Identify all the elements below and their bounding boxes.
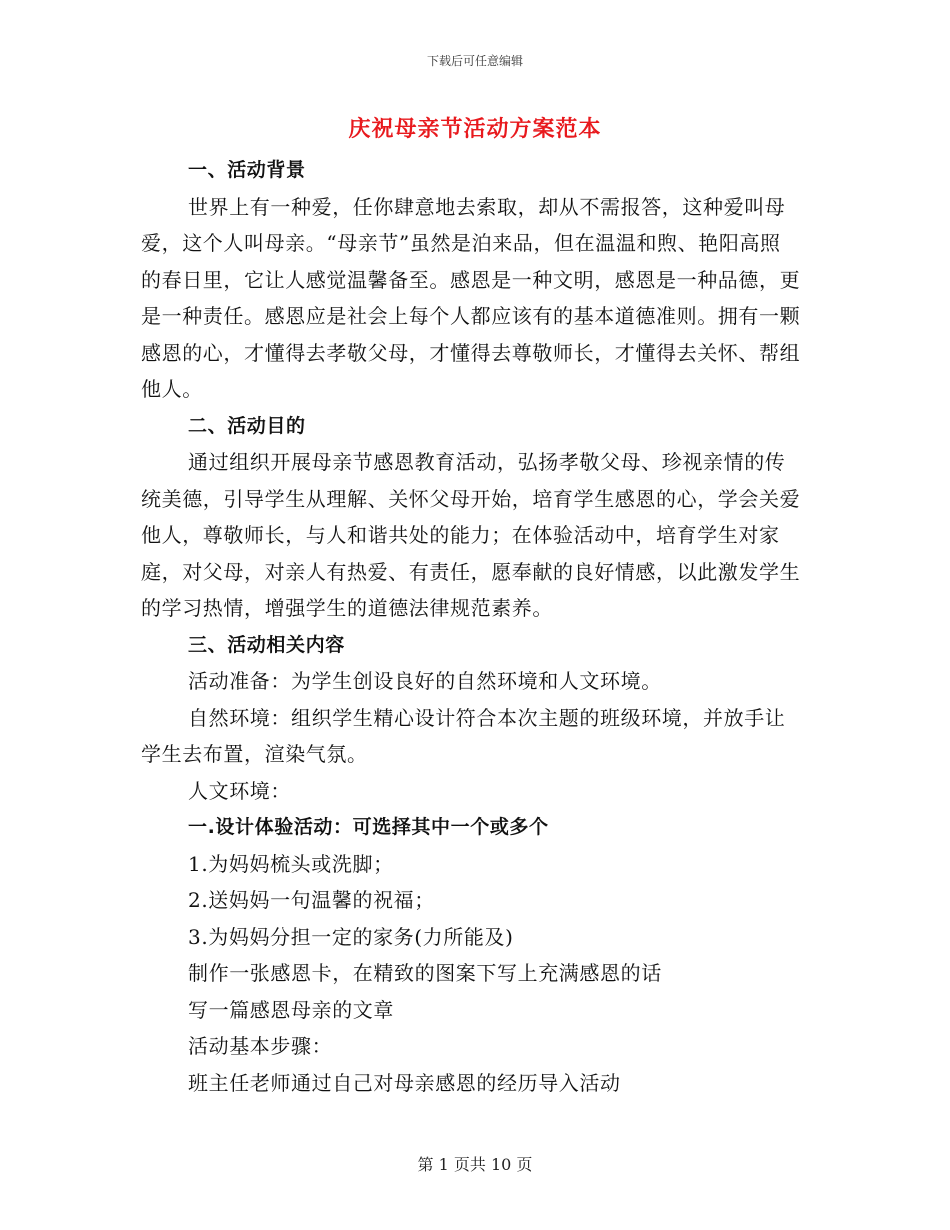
section-heading-purpose: 二、活动目的 [188, 414, 306, 437]
section-heading-background: 一、活动背景 [188, 159, 306, 181]
paragraph-purpose: 通过组织开展母亲节感恩教育活动，弘扬孝敬父母、珍视亲情的传统美德，引导学生从理解、关怀父母开始，培育学生感恩的心，学会关爱他人，尊敬师长，与人和谐共处的能力；在体验活动中，培育学生对家庭，对父母，对亲人有热爱、有责任，愿奉献的良好情感，以此激发学生的学习热情，增强学生的道德法律规范素养。 [141, 450, 801, 620]
page-footer-number: 第 1 页共 10 页 [417, 1155, 533, 1174]
paragraph-background: 世界上有一种爱，任你肆意地去索取，却从不需报答，这种爱叫母爱，这个人叫母亲。“母亲节”虽然是泊来品，但在温温和煦、艳阳高照的春日里，它让人感觉温馨备至。感恩是一种文明，感恩是一种品德，更是一种责任。感恩应是社会上每个人都应该有的基本道德准则。拥有一颗感恩的心，才懂得去孝敬父母，才懂得去尊敬师长，才懂得去关怀、帮组他人。 [141, 194, 801, 401]
paragraph-preparation: 活动准备：为学生创设良好的自然环境和人文环境。 [188, 669, 662, 693]
list-item-comb-hair: 1.为妈妈梳头或洗脚； [188, 851, 394, 876]
paragraph-humanistic-environment: 人文环境： [188, 778, 291, 803]
paragraph-steps-label: 活动基本步骤： [188, 1034, 333, 1058]
page-header-note: 下载后可任意编辑 [426, 54, 523, 68]
paragraph-natural-environment: 自然环境：组织学生精心设计符合本次主题的班级环境，并放手让学生去布置，渲染气氛。 [141, 705, 786, 766]
subheading-experience-activities: 一.设计体验活动：可选择其中一个或多个 [188, 816, 549, 838]
list-item-blessing: 2.送妈妈一句温馨的祝福； [188, 888, 435, 912]
section-heading-content: 三、活动相关内容 [188, 633, 345, 656]
list-item-housework: 3.为妈妈分担一定的家务(力所能及) [188, 924, 514, 949]
document-body [141, 152, 801, 1101]
paragraph-teacher-intro: 班主任老师通过自己对母亲感恩的经历导入活动 [188, 1070, 621, 1095]
paragraph-essay: 写一篇感恩母亲的文章 [188, 997, 394, 1022]
paragraph-gratitude-card: 制作一张感恩卡，在精致的图案下写上充满感恩的话 [188, 961, 662, 985]
document-title: 庆祝母亲节活动方案范本 [348, 116, 602, 142]
